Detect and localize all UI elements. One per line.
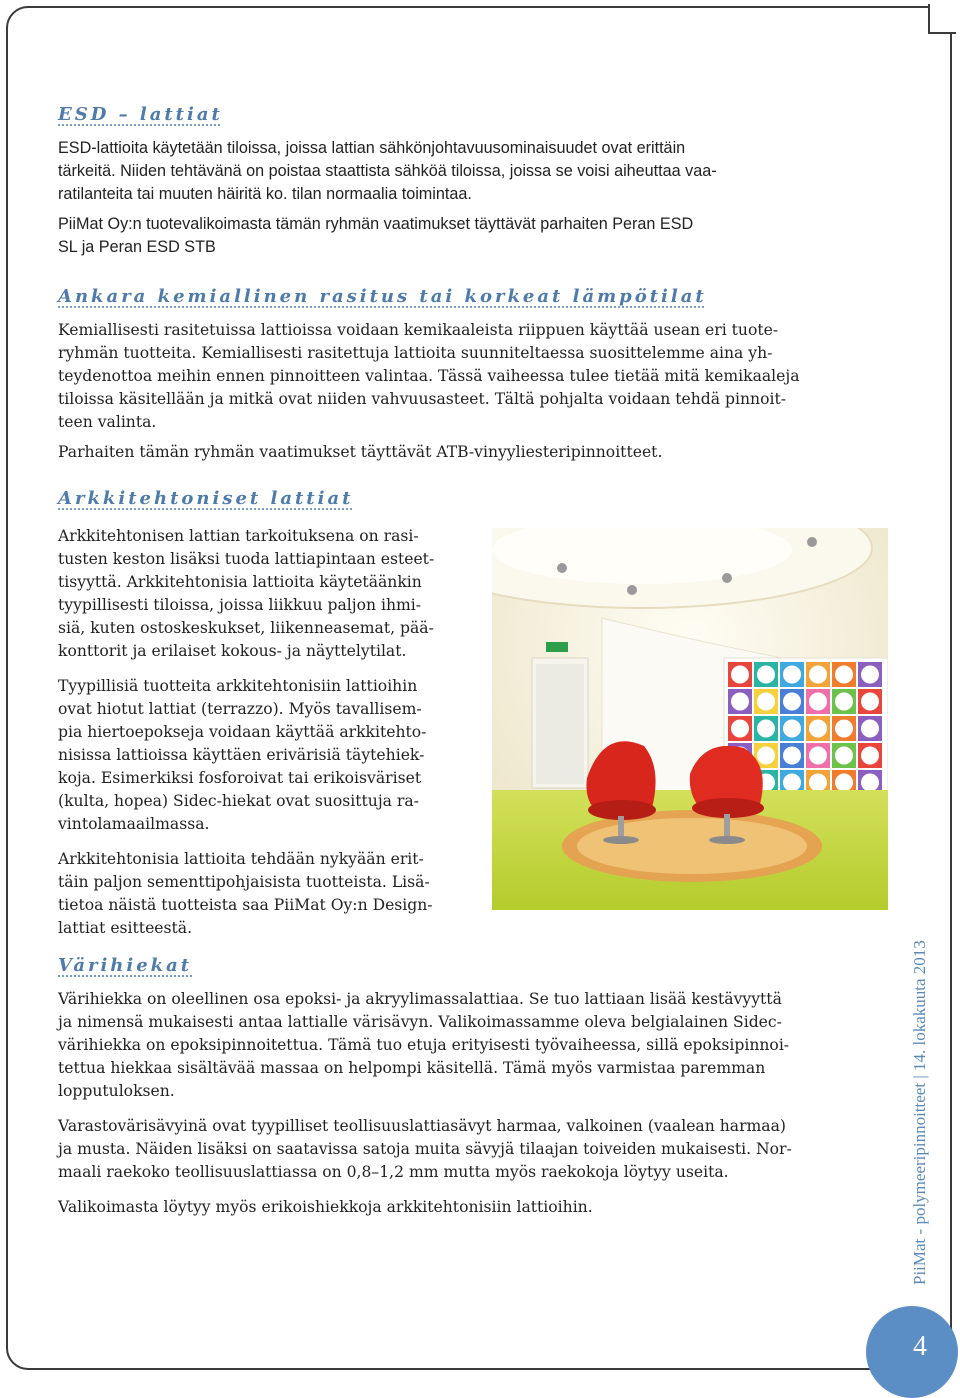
shelf-cube-opening [809, 666, 827, 684]
heading-esd: ESD – lattiat [58, 104, 223, 125]
shelf-cube-opening [731, 666, 749, 684]
section-architectural [58, 488, 478, 940]
text-line: ratilanteita tai muuten häiritä ko. tilan normaalia toimintaa. [58, 185, 472, 203]
text-line: konttorit ja erilaiset kokous- ja näyttelytilat. [58, 642, 407, 660]
shelf-cube-opening [731, 720, 749, 738]
shelf-cube-opening [809, 720, 827, 738]
shelf-cube-opening [783, 774, 801, 792]
shelf-cube-opening [861, 693, 879, 711]
shelf-cube-opening [809, 693, 827, 711]
text-line: maali raekoko teollisuuslattiassa on 0,8–1,2 mm mutta myös raekokoja löytyy useita. [58, 1163, 729, 1181]
text-line: lopputuloksen. [58, 1082, 175, 1100]
section-esd [58, 104, 898, 259]
shelf-cube-opening [861, 720, 879, 738]
section-chemical [58, 286, 898, 464]
paragraph-chemical-2: Parhaiten tämän ryhmän vaatimukset täyttävät ATB-vinyyliesteripinnoitteet. [58, 443, 663, 461]
paragraph-esd-1 [58, 137, 898, 206]
text-line: nisissa lattioissa käyttäen erivärisiä täytehiek- [58, 746, 425, 764]
shelf-cube-opening [783, 666, 801, 684]
text-line: ja nimensä mukaisesti antaa lattialle värisävyn. Valikoimassamme oleva belgialainen Sidec- [58, 1013, 782, 1031]
text-line: tärkeitä. Niiden tehtävänä on poistaa staattista sähköä tiloissa, joissa se voisi aiheuttaa vaa- [58, 162, 717, 180]
heading-architectural: Arkkitehtoniset lattiat [58, 488, 354, 509]
text-line: ja musta. Näiden lisäksi on saatavissa satoja muita sävyjä tilaajan toiveiden mukaisesti. Nor- [58, 1140, 792, 1158]
paragraph-color-sand-3: Valikoimasta löytyy myös erikoishiekkoja arkkitehtonisiin lattioihin. [58, 1198, 593, 1216]
shelf-cube-opening [783, 747, 801, 765]
shelf-cube-opening [809, 747, 827, 765]
paragraph-color-sand-1 [58, 988, 878, 1103]
shelf-cube-opening [783, 693, 801, 711]
text-line: koja. Esimerkiksi fosforoivat tai erikoisväriset [58, 769, 422, 787]
text-line: ESD-lattioita käytetään tiloissa, joissa lattian sähkönjohtavuusominaisuudet ovat erittäin [58, 139, 686, 157]
text-line: PiiMat Oy:n tuotevalikoimasta tämän ryhmän vaatimukset täyttävät parhaiten Peran ESD [58, 215, 694, 233]
shelf-cube-opening [783, 720, 801, 738]
paragraph-chemical-1 [58, 319, 898, 434]
showroom-photo [492, 528, 888, 910]
text-line: siä, kuten ostoskeskukset, liikenneasemat, pää- [58, 619, 434, 637]
text-line: tiloissa käsitellään ja mitkä ovat niiden vahvuusasteet. Tältä pohjalta voidaan tehdä pinnoit- [58, 390, 787, 408]
shelf-cube-opening [835, 774, 853, 792]
shelf-cube-opening [835, 747, 853, 765]
showroom-photo-graphic [492, 528, 888, 910]
text-line: tettua hiekkaa sisältävää massaa on helpompi käsitellä. Tämä myös varmistaa paremman [58, 1059, 766, 1077]
shelf-cube-opening [861, 774, 879, 792]
shelf-cube-opening [835, 666, 853, 684]
heading-chemical: Ankara kemiallinen rasitus tai korkeat lämpötilat [58, 286, 707, 307]
paragraph-architectural-3 [58, 848, 478, 940]
paragraph-architectural-2 [58, 675, 478, 836]
text-line: täin paljon sementtipohjaisista tuotteista. Lisä- [58, 873, 430, 891]
text-line: tisyyttä. Arkkitehtonisia lattioita käytetäänkin [58, 573, 422, 591]
text-line: värihiekka on epoksipinnoitettua. Tämä tuo etuja erityisesti työvaiheessa, sillä epoksipinnoi- [58, 1036, 790, 1054]
text-line: Varastovärisävyinä ovat tyypilliset teollisuuslattiasävyt harmaa, valkoinen (vaalean harmaa) [58, 1117, 786, 1135]
shelf-cube-opening [861, 747, 879, 765]
heading-color-sand: Värihiekat [58, 955, 193, 976]
shelf-cube-opening [835, 693, 853, 711]
text-line: Tyypillisiä tuotteita arkkitehtonisiin lattioihin [58, 677, 418, 695]
section-color-sand [58, 955, 878, 1219]
text-line: tietoa näistä tuotteista saa PiiMat Oy:n Design- [58, 896, 433, 914]
text-line: tyypillisesti tiloissa, joissa liikkuu paljon ihmi- [58, 596, 422, 614]
text-line: tusten keston lisäksi tuoda lattiapintaan esteet- [58, 550, 435, 568]
shelf-cube-opening [757, 747, 775, 765]
text-line: Arkkitehtonisia lattioita tehdään nykyään erit- [58, 850, 424, 868]
text-line: ryhmän tuotteita. Kemiallisesti rasitettuja lattioita suunniteltaessa suosittelemme aina yh- [58, 344, 773, 362]
shelf-cube-opening [757, 666, 775, 684]
side-footer-text: PiiMat - polymeeripinnoitteet | 14. lokakuuta 2013 [910, 940, 929, 1285]
shelf-cube-opening [835, 720, 853, 738]
text-line: vintolamaailmassa. [58, 815, 210, 833]
text-line: Kemiallisesti rasitetuissa lattioissa voidaan kemikaaleista riippuen käyttää usean eri tuote- [58, 321, 779, 339]
paragraph-color-sand-2 [58, 1115, 878, 1184]
page-corner-tab [928, 4, 956, 34]
text-line: teen valinta. [58, 413, 157, 431]
shelf-cube-opening [757, 720, 775, 738]
text-line: SL ja Peran ESD STB [58, 238, 216, 256]
paragraph-esd-2 [58, 213, 898, 259]
page-number: 4 [913, 1331, 927, 1362]
text-line: Arkkitehtonisen lattian tarkoituksena on rasi- [58, 527, 419, 545]
text-line: (kulta, hopea) Sidec-hiekat ovat suosittuja ra- [58, 792, 419, 810]
shelf-cube-opening [809, 774, 827, 792]
text-line: pia hiertoepokseja voidaan käyttää arkkitehto- [58, 723, 427, 741]
text-line: lattiat esitteestä. [58, 919, 193, 937]
text-line: ovat hiotut lattiat (terrazzo). Myös tavallisem- [58, 700, 422, 718]
text-line: teydenottoa meihin ennen pinnoitteen valintaa. Tässä vaiheessa tulee tietää mitä kemikaaleja [58, 367, 800, 385]
shelf-cube-opening [861, 666, 879, 684]
paragraph-architectural-1 [58, 525, 478, 663]
text-line: Värihiekka on oleellinen osa epoksi- ja akryylimassalattiaa. Se tuo lattiaan lisää kestävyyttä [58, 990, 782, 1008]
shelf-cube-opening [731, 693, 749, 711]
shelf-cube-opening [757, 693, 775, 711]
